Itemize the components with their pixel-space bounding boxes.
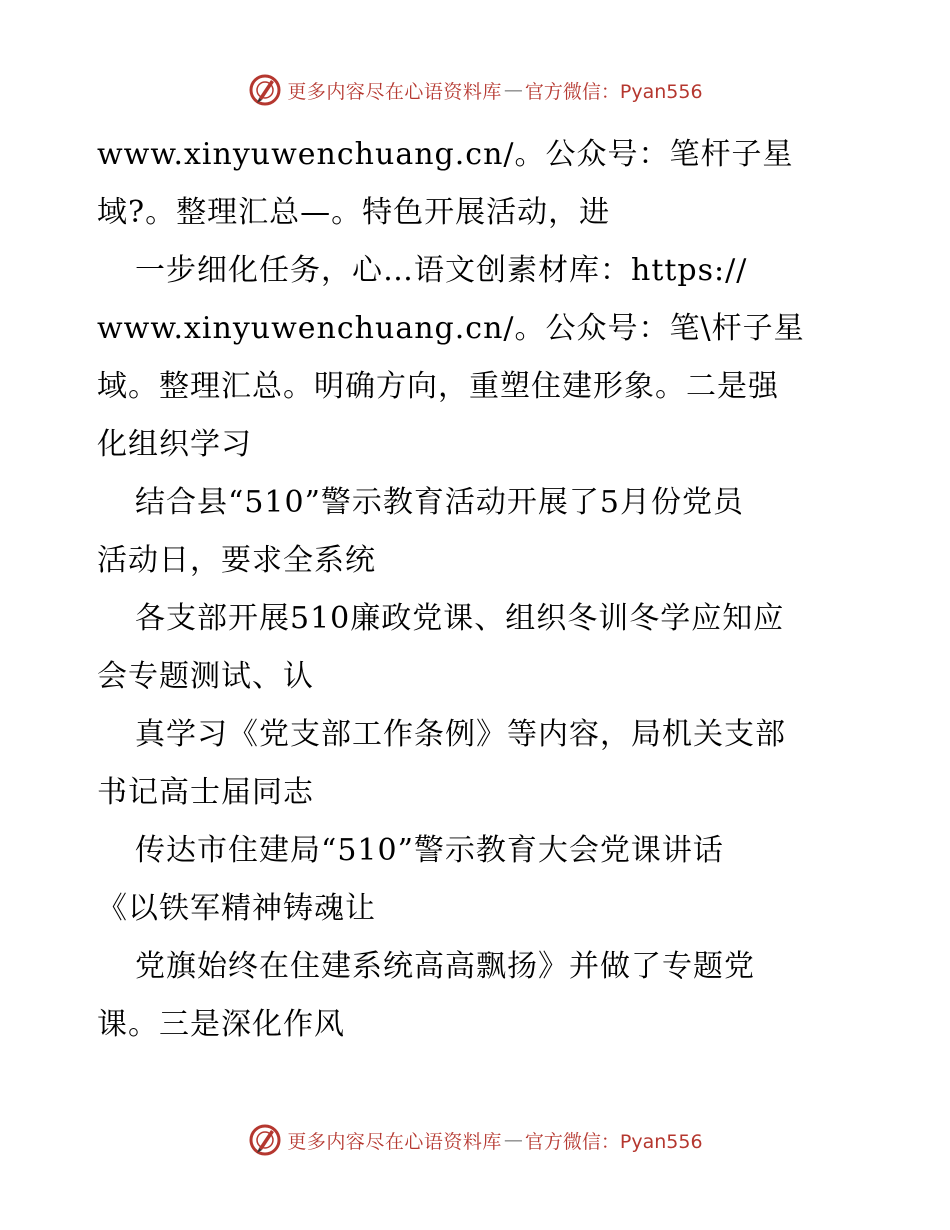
body-line-1: www.xinyuwenchuang.cn/。公众号：笔杆子星 bbox=[97, 137, 794, 172]
body-line-8: 活动日，要求全系统 bbox=[97, 543, 376, 578]
body-line-14: 《以铁军精神铸魂让 bbox=[97, 891, 376, 926]
body-line-9: 各支部开展510廉政党课、组织冬训冬学应知应 bbox=[135, 601, 785, 636]
body-line-4: www.xinyuwenchuang.cn/。公众号：笔\杆子星 bbox=[97, 311, 805, 346]
banner-contact: 官方微信：Pyan556 bbox=[524, 80, 703, 103]
banner-slogan: 更多内容尽在心语资料库 bbox=[287, 1130, 502, 1153]
banner-contact: 官方微信：Pyan556 bbox=[524, 1130, 703, 1153]
body-line-5: 域。整理汇总。明确方向，重塑住建形象。二是强 bbox=[97, 369, 779, 404]
body-line-13: 传达市住建局“510”警示教育大会党课讲话 bbox=[135, 833, 724, 868]
body-line-12: 书记高士届同志 bbox=[97, 775, 314, 810]
banner-separator: — bbox=[503, 1129, 523, 1151]
banner-separator: — bbox=[503, 79, 523, 101]
body-line-7: 结合县“510”警示教育活动开展了5月份党员 bbox=[135, 485, 745, 520]
body-line-3: 一步细化任务，心…语文创素材库：https:// bbox=[135, 253, 748, 288]
body-line-2: 域?。整理汇总—。特色开展活动，进 bbox=[97, 195, 611, 230]
header-banner bbox=[0, 70, 950, 110]
pen-logo-icon bbox=[247, 72, 283, 108]
footer-banner bbox=[0, 1120, 950, 1160]
banner-slogan: 更多内容尽在心语资料库 bbox=[287, 80, 502, 103]
pen-logo-icon bbox=[247, 1122, 283, 1158]
body-line-10: 会专题测试、认 bbox=[97, 659, 314, 694]
body-line-15: 党旗始终在住建系统高高飘扬》并做了专题党 bbox=[135, 949, 755, 984]
body-line-11: 真学习《党支部工作条例》等内容，局机关支部 bbox=[135, 717, 786, 752]
body-line-6: 化组织学习 bbox=[97, 427, 252, 462]
body-line-16: 课。三是深化作风 bbox=[97, 1007, 345, 1042]
